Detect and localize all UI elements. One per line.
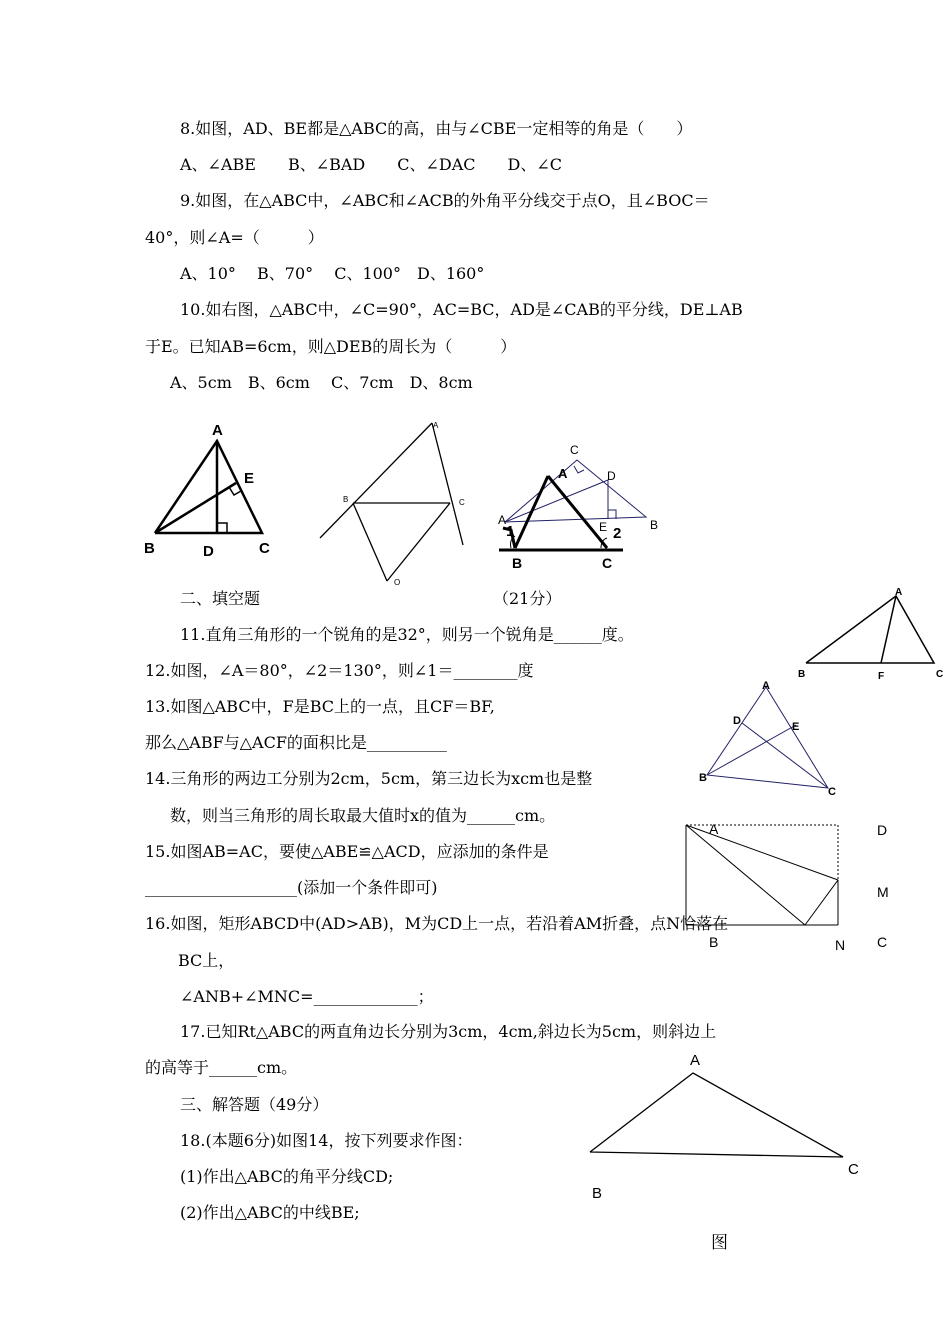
section3-title: 三、解答题（49分） [180, 1095, 329, 1114]
figDE-label-c: C [828, 786, 836, 798]
q13-line1: 13.如图△ABC中，F是BC上的一点，且CF＝BF, [145, 697, 495, 716]
fig3-label-d: D [607, 469, 616, 483]
q10-line1: 10.如右图，△ABC中，∠C=90°，AC=BC，AD是∠CAB的平分线，DE⊥AB [180, 300, 743, 319]
fig1-label-d: D [203, 543, 214, 560]
q8-text: 8.如图，AD、BE都是△ABC的高，由与∠CBE一定相等的角是（ ） [180, 119, 693, 138]
fig3-label-b-bottom: B [512, 555, 523, 571]
q15-line2: ___________________(添加一个条件即可) [145, 878, 438, 897]
fig2-label-c: C [459, 498, 465, 507]
q11-text: 11.直角三角形的一个锐角的是32°，则另一个锐角是______度。 [180, 625, 634, 644]
fig14-label-b: B [592, 1185, 603, 1202]
fig3-label-e: E [599, 520, 608, 534]
q9-options: A、10° B、70° C、100° D、160° [180, 264, 485, 283]
fig14-label-a: A [690, 1052, 701, 1069]
fig14-caption: 图 [711, 1233, 728, 1252]
figure-q8-triangle [140, 415, 280, 560]
rect-label-b: B [709, 934, 719, 950]
figF-label-a: A [895, 587, 903, 598]
figDE-label-e: E [792, 721, 800, 733]
q9-line1: 9.如图，在△ABC中，∠ABC和∠ACB的外角平分线交于点O，且∠BOC＝ [180, 191, 710, 210]
rect-label-c: C [877, 934, 888, 950]
q13-line2: 那么△ABF与△ACF的面积比是__________ [145, 733, 447, 752]
figDE-label-a: A [762, 680, 770, 692]
fig3-label-c: C [570, 443, 579, 457]
q18-line3: (2)作出△ABC的中线BE; [180, 1203, 360, 1222]
fig3-label-b-right: B [650, 518, 659, 532]
section2-title: 二、填空题 [180, 589, 261, 608]
q14-line1: 14.三角形的两边工分别为2cm，5cm，第三边长为xcm也是整 [145, 769, 593, 788]
rect-label-a: A [709, 821, 719, 837]
rect-label-d: D [877, 822, 888, 838]
figF-label-b: B [798, 669, 806, 680]
q16-line2: BC上， [178, 951, 235, 970]
fig2-label-b: B [343, 495, 349, 504]
figure-q16-rectangle [675, 815, 900, 955]
fig1-label-b: B [144, 540, 155, 557]
fig2-label-a: A [433, 421, 439, 430]
q16-line3: ∠ANB+∠MNC=_____________； [180, 987, 434, 1006]
figDE-label-d: D [733, 715, 741, 727]
fig3-label-c-bottom: C [602, 555, 613, 571]
q8-options: A、∠ABE B、∠BAD C、∠DAC D、∠C [180, 155, 563, 174]
q18-line2: (1)作出△ABC的角平分线CD; [180, 1167, 394, 1186]
figure-q10-triangles [495, 440, 670, 575]
q12-text: 12.如图，∠A＝80°，∠2＝130°，则∠1＝________度 [145, 661, 534, 680]
fig1-label-e: E [244, 470, 255, 487]
figure-q9-bisectors [315, 415, 475, 590]
fig3-label-a-top: A [558, 466, 568, 481]
q10-line2: 于E。已知AB=6cm，则△DEB的周长为（ ） [145, 337, 517, 356]
fig14-label-c: C [848, 1161, 859, 1178]
fig3-label-2: 2 [613, 525, 622, 542]
figure-q13-triangle [792, 585, 947, 685]
figF-label-f: F [878, 671, 885, 682]
rect-label-n: N [835, 937, 846, 953]
fig2-label-o: O [394, 578, 401, 587]
fig1-label-a: A [212, 422, 223, 439]
figF-label-c: C [936, 669, 944, 680]
figDE-label-b: B [699, 772, 707, 784]
fig3-label-1: 1 [506, 523, 515, 540]
q18-line1: 18.(本题6分)如图14，按下列要求作图： [180, 1131, 473, 1150]
q17-line2: 的高等于______cm。 [145, 1058, 298, 1077]
q14-line2: 数，则当三角形的周长取最大值时x的值为______cm。 [170, 806, 556, 825]
q15-line1: 15.如图AB=AC，要使△ABE≌△ACD，应添加的条件是 [145, 842, 549, 861]
q16-line1: 16.如图，矩形ABCD中(AD>AB)，M为CD上一点，若沿着AM折叠，点N恰落在 [145, 914, 729, 933]
q10-options: A、5cm B、6cm C、7cm D、8cm [170, 373, 473, 392]
figure-14-triangle [580, 1045, 870, 1260]
fig1-label-c: C [259, 540, 270, 557]
q9-line2: 40°，则∠A=（ ） [145, 228, 324, 247]
fig3-label-a-left: A [498, 513, 507, 527]
rect-label-m: M [877, 884, 889, 900]
q17-line1: 17.已知Rt△ABC的两直角边长分别为3cm，4cm,斜边长为5cm，则斜边上 [180, 1022, 717, 1041]
section2-score: （21分） [493, 589, 562, 608]
figure-q15-triangle [695, 675, 845, 800]
